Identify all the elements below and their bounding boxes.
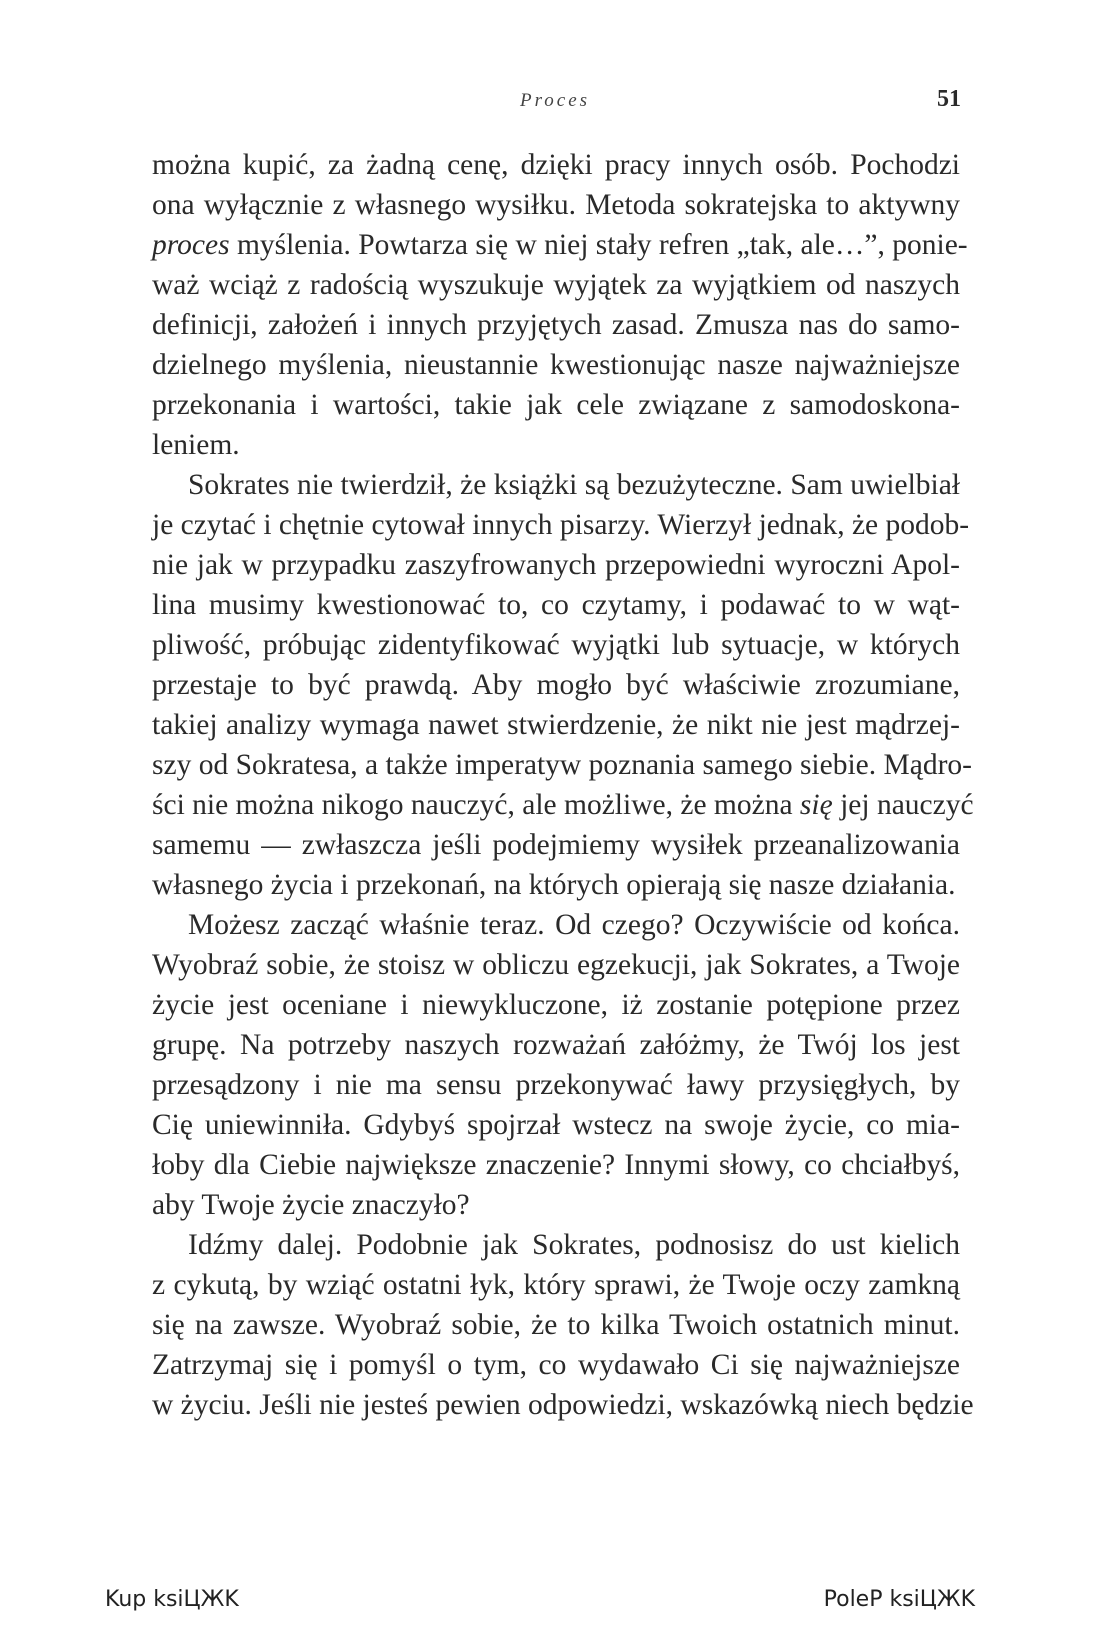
text-line: leniem. — [152, 429, 240, 461]
text-line: waż wciąż z radością wyszukuje wyjątek za wyjątkiem od naszych — [152, 269, 960, 301]
text-line: przesądzony i nie ma sensu przekonywać ławy przysięgłych, by — [152, 1069, 960, 1101]
text-line: Możesz zacząć właśnie teraz. Od czego? Oczywiście od końca. — [188, 909, 960, 941]
text-line: nie jak w przypadku zaszyfrowanych przepowiedni wyroczni Apol- — [152, 549, 960, 581]
text-line: ści nie można nikogo nauczyć, ale możliwe, że można się jej nauczyć — [152, 789, 974, 821]
text-line: Zatrzymaj się i pomyśl o tym, co wydawało Ci się najważniejsze — [152, 1349, 960, 1381]
text-line: Wyobraź sobie, że stoisz w obliczu egzekucji, jak Sokrates, a Twoje — [152, 949, 960, 981]
text-line: pliwość, próbując zidentyfikować wyjątki lub sytuacje, w których — [152, 629, 960, 661]
buy-book-link[interactable]: Kup ksiЦЖK — [105, 1587, 239, 1612]
text-line: samemu — zwłaszcza jeśli podejmiemy wysiłek przeanalizowania — [152, 829, 960, 861]
text-line: Sokrates nie twierdził, że książki są bezużyteczne. Sam uwielbiał — [188, 469, 960, 501]
recommend-book-link[interactable]: PoleP ksiЦЖK — [823, 1587, 975, 1612]
text-line: z cykutą, by wziąć ostatni łyk, który sprawi, że Twoje oczy zamkną — [152, 1269, 960, 1301]
text-line: się na zawsze. Wyobraź sobie, że to kilka Twoich ostatnich minut. — [152, 1309, 960, 1341]
text-line: grupę. Na potrzeby naszych rozważań załóżmy, że Twój los jest — [152, 1029, 960, 1061]
text-line: szy od Sokratesa, a także imperatyw poznania samego siebie. Mądro- — [152, 749, 972, 781]
text-line: Idźmy dalej. Podobnie jak Sokrates, podnosisz do ust kielich — [188, 1229, 960, 1261]
text-line: dzielnego myślenia, nieustannie kwestionując nasze najważniejsze — [152, 349, 960, 381]
text-line: proces myślenia. Powtarza się w niej stały refren „tak, ale…”, ponie- — [152, 229, 968, 261]
text-line: je czytać i chętnie cytował innych pisarzy. Wierzył jednak, że podob- — [152, 509, 970, 541]
text-line: można kupić, za żadną cenę, dzięki pracy innych osób. Pochodzi — [152, 149, 960, 181]
body-text — [152, 145, 974, 1425]
text-line: łoby dla Ciebie największe znaczenie? Innymi słowy, co chciałbyś, — [152, 1149, 960, 1181]
text-line: przestaje to być prawdą. Aby mogło być właściwie zrozumiane, — [152, 669, 960, 701]
running-head: Proces — [520, 90, 591, 111]
text-line: w życiu. Jeśli nie jesteś pewien odpowiedzi, wskazówką niech będzie — [152, 1389, 974, 1421]
text-line: życie jest oceniane i niewykluczone, iż zostanie potępione przez — [152, 989, 960, 1021]
text-line: ona wyłącznie z własnego wysiłku. Metoda sokratejska to aktywny — [152, 189, 960, 221]
text-line: własnego życia i przekonań, na których opierają się nasze działania. — [152, 869, 956, 901]
text-line: definicji, założeń i innych przyjętych zasad. Zmusza nas do samo- — [152, 309, 960, 341]
text-line: lina musimy kwestionować to, co czytamy, i podawać to w wąt- — [152, 589, 960, 621]
page-number: 51 — [937, 86, 961, 112]
text-line: przekonania i wartości, takie jak cele związane z samodoskona- — [152, 389, 960, 421]
text-line: Cię uniewinniła. Gdybyś spojrzał wstecz na swoje życie, co mia- — [152, 1109, 960, 1141]
text-line: aby Twoje życie znaczyło? — [152, 1189, 470, 1221]
text-line: takiej analizy wymaga nawet stwierdzenie, że nikt nie jest mądrzej- — [152, 709, 960, 741]
